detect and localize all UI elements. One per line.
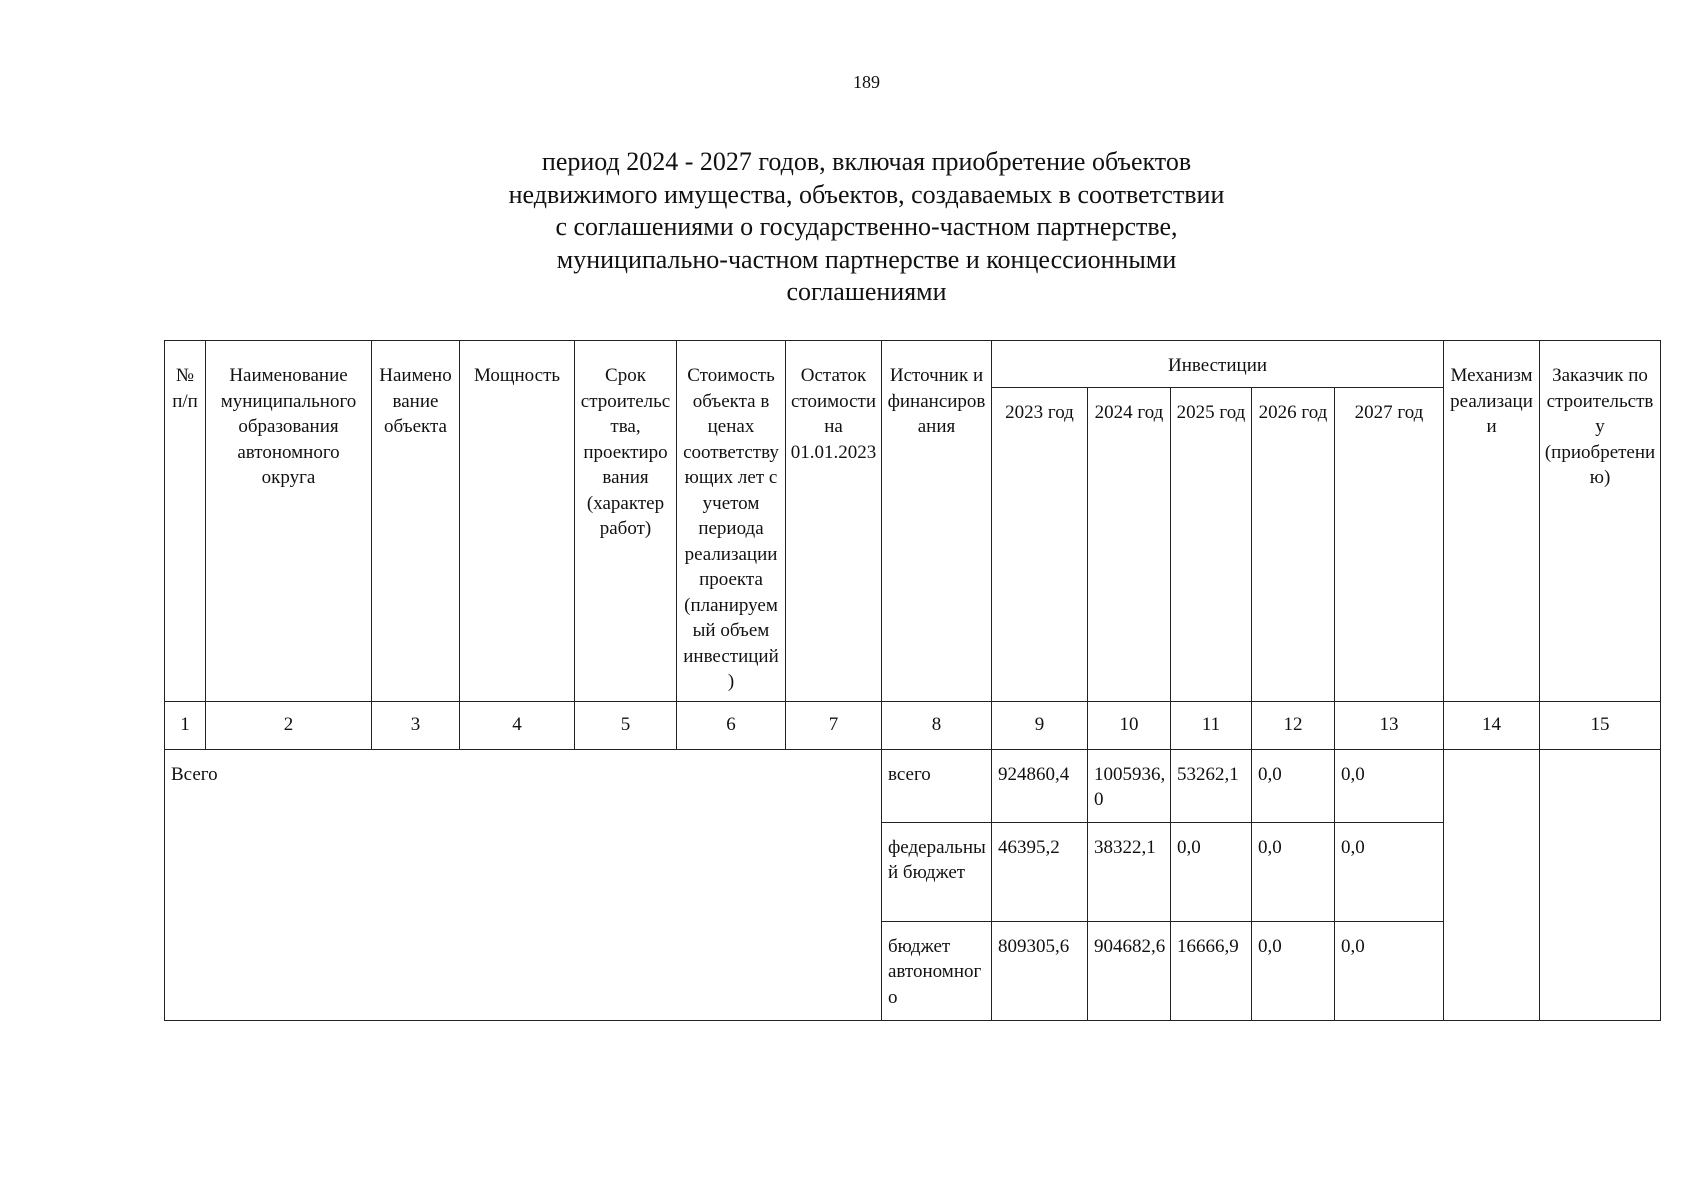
funding-source: всего xyxy=(882,749,992,822)
value-2027: 0,0 xyxy=(1335,822,1444,921)
table-row xyxy=(165,749,1661,822)
value-2023: 46395,2 xyxy=(992,822,1088,921)
funding-source: бюджет автономного xyxy=(882,921,992,1020)
header-num: № п/п xyxy=(165,341,206,702)
header-term: Срок строительства, проектирования (характер работ) xyxy=(575,341,677,702)
mechanism-cell xyxy=(1444,749,1540,1020)
column-number: 14 xyxy=(1444,701,1540,749)
column-number: 2 xyxy=(206,701,372,749)
page-number: 189 xyxy=(853,72,880,92)
value-2025: 53262,1 xyxy=(1171,749,1252,822)
value-2024: 904682,6 xyxy=(1088,921,1171,1020)
column-number: 10 xyxy=(1088,701,1171,749)
header-year-2026: 2026 год xyxy=(1252,388,1335,702)
value-2026: 0,0 xyxy=(1252,921,1335,1020)
header-year-2024: 2024 год xyxy=(1088,388,1171,702)
value-2025: 0,0 xyxy=(1171,822,1252,921)
header-capacity: Мощность xyxy=(460,341,575,702)
column-number-row xyxy=(165,701,1661,749)
column-number: 9 xyxy=(992,701,1088,749)
header-cost: Стоимость объекта в ценах соответствующих лет с учетом периода реализации проекта (планируемый объем инвестиций) xyxy=(677,341,786,702)
value-2025: 16666,9 xyxy=(1171,921,1252,1020)
investment-table xyxy=(164,340,1661,1021)
customer-cell xyxy=(1540,749,1661,1020)
header-remaining: Остаток стоимости на 01.01.2023 xyxy=(786,341,882,702)
value-2024: 1005936,0 xyxy=(1088,749,1171,822)
funding-source: федеральный бюджет xyxy=(882,822,992,921)
title-line: с соглашениями о государственно-частном партнерстве, xyxy=(555,212,1178,241)
title-line: муниципально-частном партнерстве и концессионными xyxy=(556,244,1177,274)
header-year-2025: 2025 год xyxy=(1171,388,1252,702)
header-mechanism: Механизм реализации xyxy=(1444,341,1540,702)
header-object-name: Наименование объекта xyxy=(372,341,460,702)
column-number: 7 xyxy=(786,701,882,749)
value-2027: 0,0 xyxy=(1335,749,1444,822)
column-number: 15 xyxy=(1540,701,1661,749)
title-line: период 2024 - 2027 годов, включая приобретение объектов xyxy=(541,147,1192,176)
total-label: Всего xyxy=(165,749,882,1020)
column-number: 5 xyxy=(575,701,677,749)
column-number: 6 xyxy=(677,701,786,749)
document-title xyxy=(0,146,1697,309)
column-number: 1 xyxy=(165,701,206,749)
column-number: 8 xyxy=(882,701,992,749)
value-2023: 924860,4 xyxy=(992,749,1088,822)
column-number: 3 xyxy=(372,701,460,749)
column-number: 12 xyxy=(1252,701,1335,749)
header-source: Источник и финансирования xyxy=(882,341,992,702)
title-line: соглашениями xyxy=(786,277,947,306)
header-year-2023: 2023 год xyxy=(992,388,1088,702)
value-2026: 0,0 xyxy=(1252,749,1335,822)
value-2027: 0,0 xyxy=(1335,921,1444,1020)
column-number: 11 xyxy=(1171,701,1252,749)
value-2024: 38322,1 xyxy=(1088,822,1171,921)
title-line: недвижимого имущества, объектов, создаваемых в соответствии xyxy=(508,179,1225,209)
value-2026: 0,0 xyxy=(1252,822,1335,921)
value-2023: 809305,6 xyxy=(992,921,1088,1020)
column-number: 4 xyxy=(460,701,575,749)
column-number: 13 xyxy=(1335,701,1444,749)
header-year-2027: 2027 год xyxy=(1335,388,1444,702)
header-customer: Заказчик по строительству (приобретению) xyxy=(1540,341,1661,702)
header-municipality: Наименование муниципального образования автономного округа xyxy=(206,341,372,702)
header-investments: Инвестиции xyxy=(992,341,1444,388)
